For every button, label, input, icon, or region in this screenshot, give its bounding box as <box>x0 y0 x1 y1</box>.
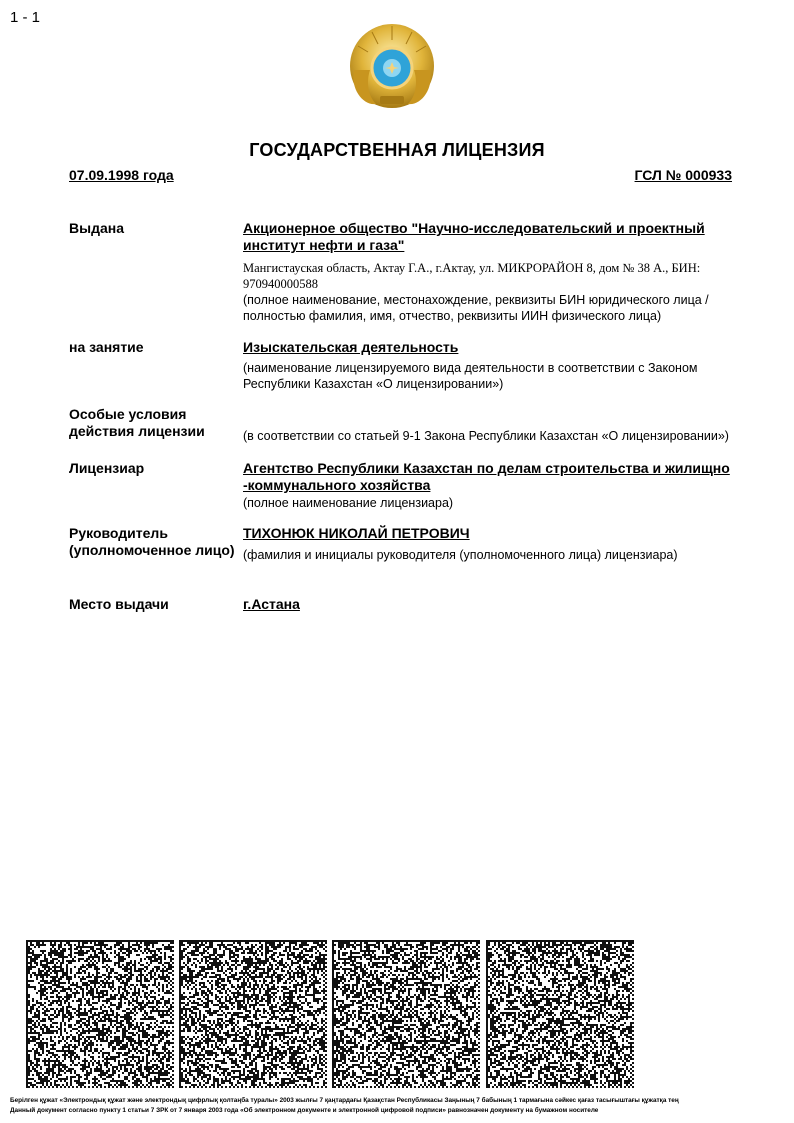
activity-value: Изыскательская деятельность <box>243 339 459 355</box>
head-label-line1: Руководитель <box>69 525 168 541</box>
head-label-line2: (уполномоченное лицо) <box>69 542 235 558</box>
head-label <box>69 525 244 559</box>
activity-note: (наименование лицензируемого вида деятельности в соответствии с Законом Республики Казахстан «О лицензировании») <box>243 361 698 391</box>
legal-footer-kazakh: Берілген құжат «Электрондық құжат және электрондық цифрлық қолтаңба туралы» 2003 жылғы 7 қаңтардағы Қазақстан Республикасы Заңының 7 бабының 1 тармағына сәйкес қағаз тасығыштағы құжатқа тең <box>10 1097 679 1104</box>
issued-to-address: Мангистауская область, Актау Г.А., г.Актау, ул. МИКРОРАЙОН 8, дом № 38 А., БИН: 970940000588 <box>243 261 701 291</box>
qr-code-3 <box>332 940 480 1088</box>
activity-label: на занятие <box>69 339 144 355</box>
qr-code-modules <box>486 940 634 1088</box>
place-label: Место выдачи <box>69 596 169 612</box>
head-value: ТИХОНЮК НИКОЛАЙ ПЕТРОВИЧ <box>243 525 470 541</box>
place-value: г.Астана <box>243 596 300 612</box>
legal-footer-russian: Данный документ согласно пункту 1 статьи 7 ЗРК от 7 января 2003 года «Об электронном документе и электронной цифровой подписи» равнозначен документу на бумажном носителе <box>10 1107 599 1114</box>
issued-to-note: (полное наименование, местонахождение, реквизиты БИН юридического лица / полностью фамилия, имя, отчество, реквизиты ИИН физического лица) <box>243 293 709 323</box>
qr-code-1 <box>26 940 174 1088</box>
qr-code-modules <box>332 940 480 1088</box>
special-conditions-note: (в соответствии со статьей 9-1 Закона Республики Казахстан «О лицензировании») <box>243 429 729 443</box>
special-conditions-label-line2: действия лицензии <box>69 423 205 439</box>
head-note: (фамилия и инициалы руководителя (уполномоченного лица) лицензиара) <box>243 548 678 562</box>
special-conditions-label-line1: Особые условия <box>69 406 187 422</box>
qr-code-modules <box>26 940 174 1088</box>
qr-code-2 <box>179 940 327 1088</box>
license-date: 07.09.1998 года <box>69 167 174 183</box>
issued-to-value: Акционерное общество "Научно-исследовательский и проектный институт нефти и газа" <box>243 220 705 253</box>
state-emblem-icon <box>346 20 438 110</box>
license-number: ГСЛ № 000933 <box>634 167 732 183</box>
qr-code-4 <box>486 940 634 1088</box>
page-number: 1 - 1 <box>10 9 41 26</box>
qr-code-modules <box>179 940 327 1088</box>
legal-footer <box>10 1096 790 1116</box>
licensor-label: Лицензиар <box>69 460 145 476</box>
licensor-note: (полное наименование лицензиара) <box>243 496 454 510</box>
licensor-value: Агентство Республики Казахстан по делам строительства и жилищно -коммунального хозяйства <box>243 460 730 493</box>
document-title: ГОСУДАРСТВЕННАЯ ЛИЦЕНЗИЯ <box>249 140 545 160</box>
issued-to-label: Выдана <box>69 220 124 236</box>
special-conditions-label <box>69 406 244 440</box>
